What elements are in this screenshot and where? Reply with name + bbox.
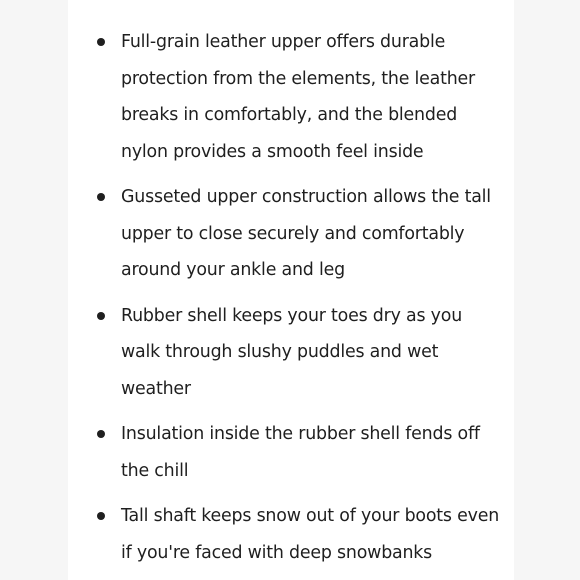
list-item (68, 24, 514, 170)
list-item (68, 179, 514, 289)
feature-list (68, 24, 514, 580)
bullet-icon (97, 512, 105, 520)
list-item (68, 298, 514, 408)
feature-text: Tall shaft keeps snow out of your boots even if you're faced with deep snowbanks (121, 506, 500, 563)
feature-text: Rubber shell keeps your toes dry as you walk through slushy puddles and wet weather (121, 305, 463, 399)
list-item (68, 498, 514, 571)
list-item (68, 416, 514, 489)
bullet-icon (97, 312, 105, 320)
bullet-icon (97, 193, 105, 201)
bullet-icon (97, 38, 105, 46)
feature-text: Insulation inside the rubber shell fends off the chill (121, 424, 480, 481)
product-description-panel (68, 0, 514, 580)
feature-text: Gusseted upper construction allows the tall upper to close securely and comfortably around your ankle and leg (121, 187, 491, 280)
bullet-icon (97, 430, 105, 438)
feature-text: Full-grain leather upper offers durable protection from the elements, the leather breaks in comfortably, and the blended nylon provides a smooth feel inside (121, 32, 476, 162)
